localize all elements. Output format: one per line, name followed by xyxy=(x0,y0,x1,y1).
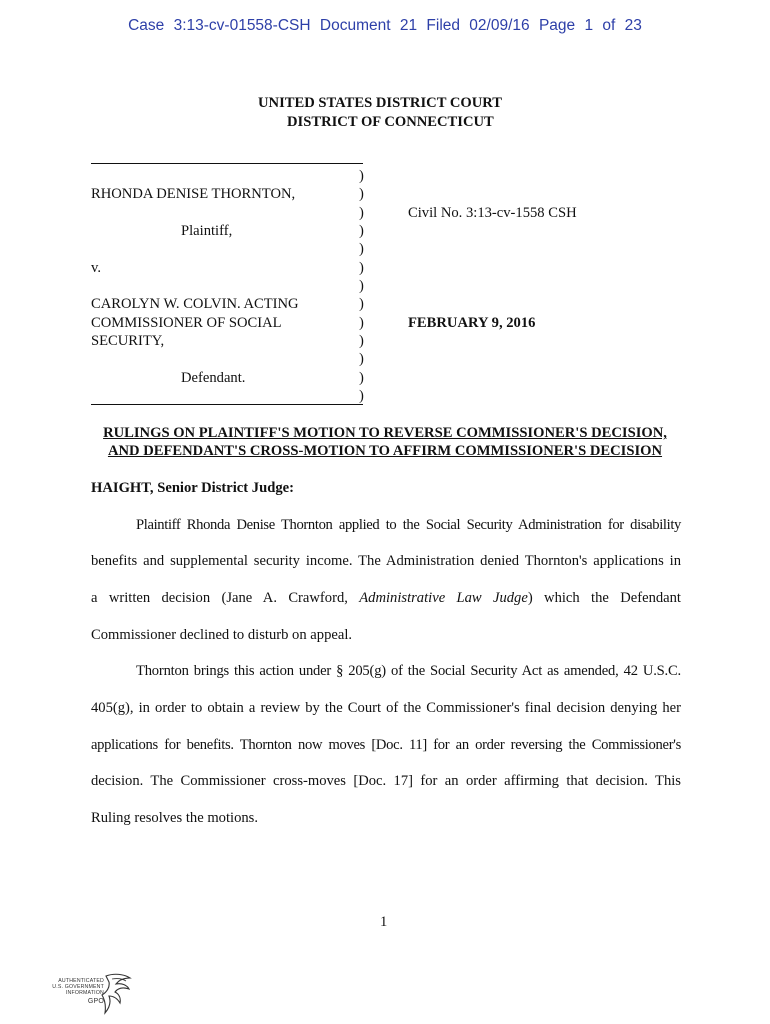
caption-paren: ) xyxy=(359,168,364,184)
case-number: Case 3:13-cv-01558-CSH xyxy=(128,17,311,34)
paragraph-line: applications for benefits. Thornton now moves [Doc. 11] for an order reversing the Commissioner's xyxy=(91,737,681,753)
page-number: 1 xyxy=(380,914,388,930)
eagle-icon xyxy=(100,972,134,1018)
caption-paren: ) xyxy=(359,278,364,294)
seal-text: GPO xyxy=(87,998,104,1005)
caption-paren: ) xyxy=(359,296,364,312)
court-district: DISTRICT OF CONNECTICUT xyxy=(287,114,494,130)
caption-paren: ) xyxy=(359,186,364,202)
paragraph-text: a written decision (Jane A. Crawford, xyxy=(91,590,360,606)
paragraph-line xyxy=(91,590,681,607)
paragraph-line: Thornton brings this action under § 205(g) of the Social Security Act as amended, 42 U.S.C. xyxy=(136,663,681,679)
seal-text: INFORMATION xyxy=(65,990,104,996)
court-name: UNITED STATES DISTRICT COURT xyxy=(258,95,503,111)
ruling-title-line1: RULINGS ON PLAINTIFF'S MOTION TO REVERSE COMMISSIONER'S DECISION, xyxy=(103,425,667,441)
caption-bottom-rule xyxy=(91,404,363,405)
ruling-title-line2: AND DEFENDANT'S CROSS-MOTION TO AFFIRM COMMISSIONER'S DECISION xyxy=(107,443,663,459)
defendant-name-line3: SECURITY, xyxy=(91,333,165,349)
paragraph-line: decision. The Commissioner cross-moves [Doc. 17] for an order affirming that decision. This xyxy=(91,773,681,789)
paragraph-line: Ruling resolves the motions. xyxy=(91,810,259,826)
gpo-authentication-seal xyxy=(30,972,135,1020)
paragraph-line: Plaintiff Rhonda Denise Thornton applied to the Social Security Administration for disability xyxy=(136,517,681,533)
filed-date: Filed 02/09/16 xyxy=(426,17,530,34)
versus: v. xyxy=(91,260,101,276)
caption-paren: ) xyxy=(359,388,364,404)
seal-text: AUTHENTICATED xyxy=(58,978,104,984)
defendant-name-line2: COMMISSIONER OF SOCIAL xyxy=(91,315,282,331)
civil-number: Civil No. 3:13-cv-1558 CSH xyxy=(408,205,577,221)
plaintiff-name: RHONDA DENISE THORNTON, xyxy=(91,186,296,202)
alj-title: Administrative Law Judge xyxy=(359,590,528,606)
paragraph-line: 405(g), in order to obtain a review by the Court of the Commissioner's final decision denying her xyxy=(91,700,681,716)
defendant-role: Defendant. xyxy=(181,370,246,386)
paragraph-line: Commissioner declined to disturb on appeal. xyxy=(91,627,353,643)
defendant-name-line1: CAROLYN W. COLVIN. ACTING xyxy=(91,296,299,312)
paragraph-text: ) which the Defendant xyxy=(527,590,681,606)
page-indicator: Page 1 of 23 xyxy=(538,17,642,34)
ruling-date: FEBRUARY 9, 2016 xyxy=(408,315,536,331)
caption-top-rule xyxy=(91,163,363,164)
caption-paren: ) xyxy=(359,260,364,276)
caption-paren: ) xyxy=(359,370,364,386)
caption-paren: ) xyxy=(359,333,364,349)
plaintiff-role: Plaintiff, xyxy=(181,223,233,239)
ecf-header xyxy=(0,17,770,35)
paragraph-line: benefits and supplemental security income. The Administration denied Thornton's applications in xyxy=(91,553,681,569)
caption-paren: ) xyxy=(359,205,364,221)
caption-paren: ) xyxy=(359,223,364,239)
caption-paren: ) xyxy=(359,315,364,331)
document-number: Document 21 xyxy=(319,17,418,34)
judge-heading: HAIGHT, Senior District Judge: xyxy=(91,480,294,496)
caption-paren: ) xyxy=(359,241,364,257)
seal-text: U.S. GOVERNMENT xyxy=(52,984,104,990)
caption-paren: ) xyxy=(359,351,364,367)
